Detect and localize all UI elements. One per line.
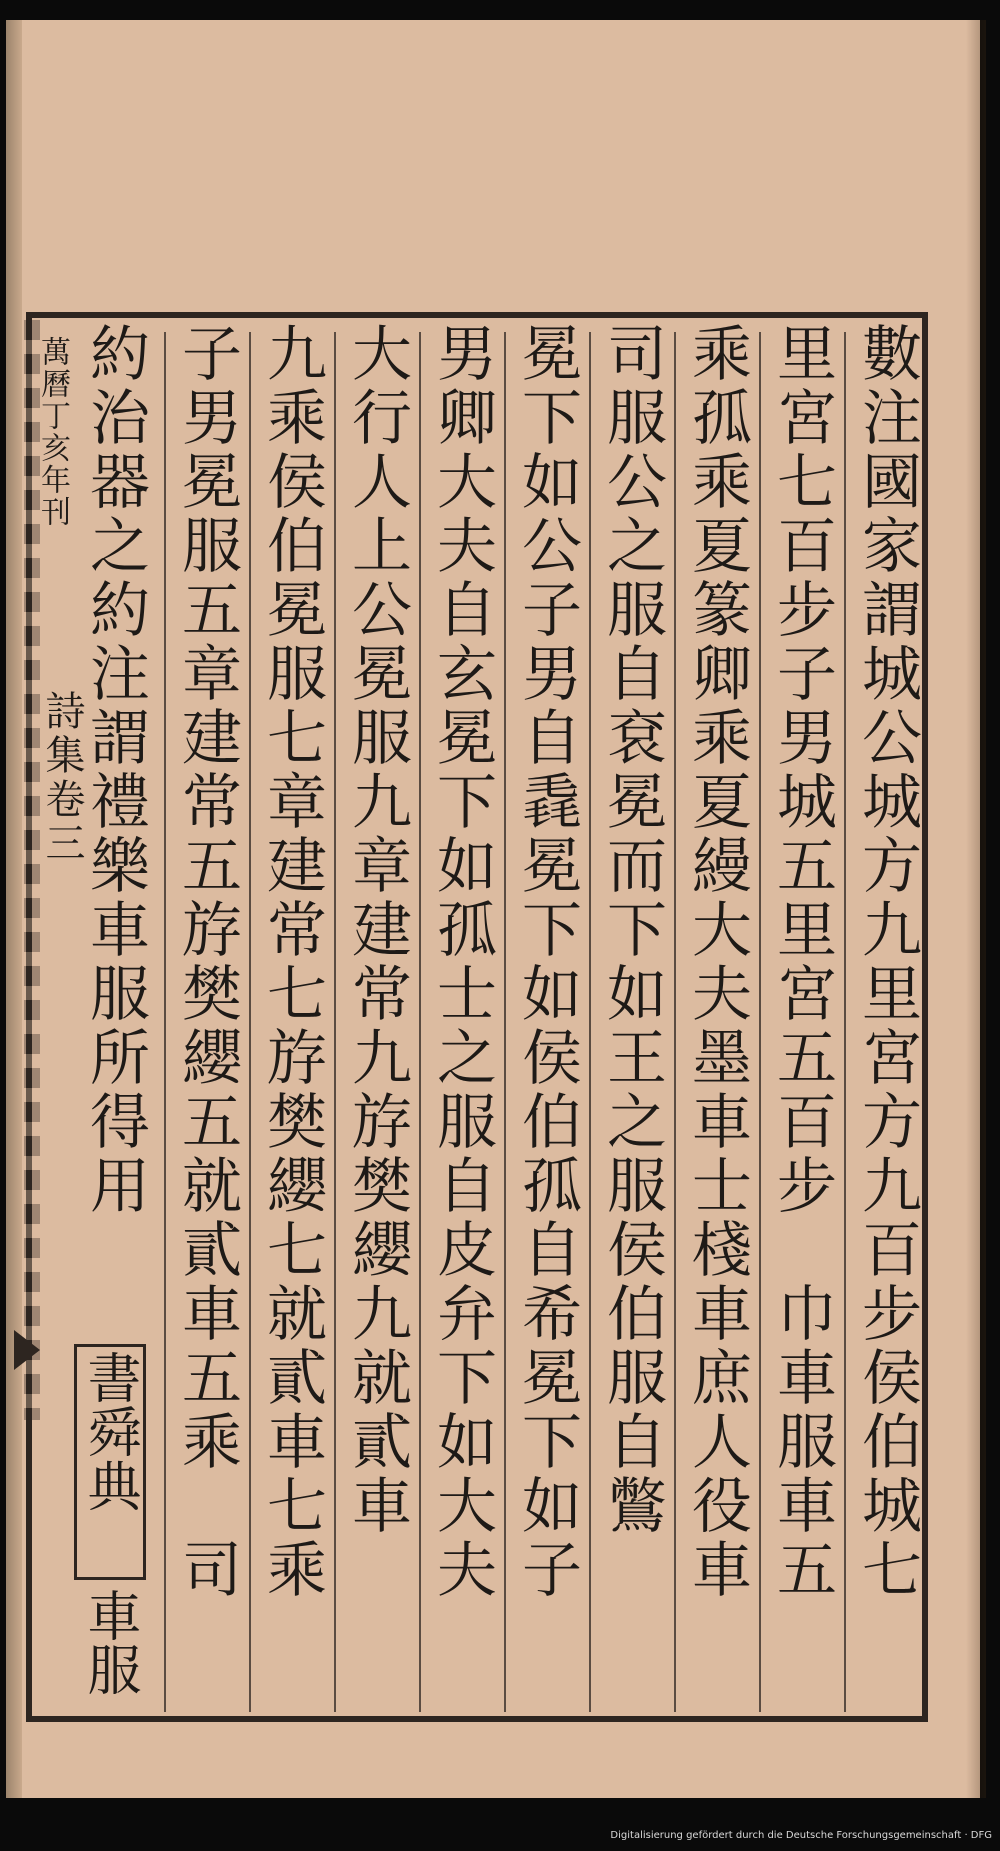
text-column-10: 約治器之約注謂禮樂車服所得用 [80, 322, 150, 1218]
text-column-1: 數注國家謂城公城方九里宮方九百步侯伯城七 [852, 322, 922, 1602]
digitization-credit: Digitalisierung gefördert durch die Deutsche Forschungsgemeinschaft · DFG [610, 1830, 992, 1841]
imprint-date: 萬曆丁亥年刊 [35, 336, 70, 528]
text-column-9: 子男冕服五章建常五斿樊纓五就貳車五乘 司 [172, 322, 242, 1602]
fishtail-mark [14, 1330, 40, 1370]
section-subtitle: 車服 [79, 1588, 142, 1696]
text-column-3: 乘孤乘夏篆卿乘夏縵大夫墨車士棧車庶人役車 [682, 322, 752, 1602]
page-spine [6, 20, 22, 1798]
text-column-4: 司服公之服自袞冕而下如王之服侯伯服自鷩 [597, 322, 667, 1538]
text-column-5: 冕下如公子男自毳冕下如侯伯孤自希冕下如子 [512, 322, 582, 1602]
text-column-6: 男卿大夫自玄冕下如孤士之服自皮弁下如大夫 [427, 322, 497, 1602]
section-label: 書舜典 [79, 1350, 142, 1512]
chapter-tab: 詩集卷三 [39, 690, 85, 866]
page-edge-shadow [966, 20, 986, 1798]
text-column-7: 大行人上公冕服九章建常九斿樊纓九就貳車 [342, 322, 412, 1538]
text-column-8: 九乘侯伯冕服七章建常七斿樊纓七就貳車七乘 [257, 322, 327, 1602]
text-column-2: 里宮七百步子男城五里宮五百步 巾車服車五 [767, 322, 837, 1602]
